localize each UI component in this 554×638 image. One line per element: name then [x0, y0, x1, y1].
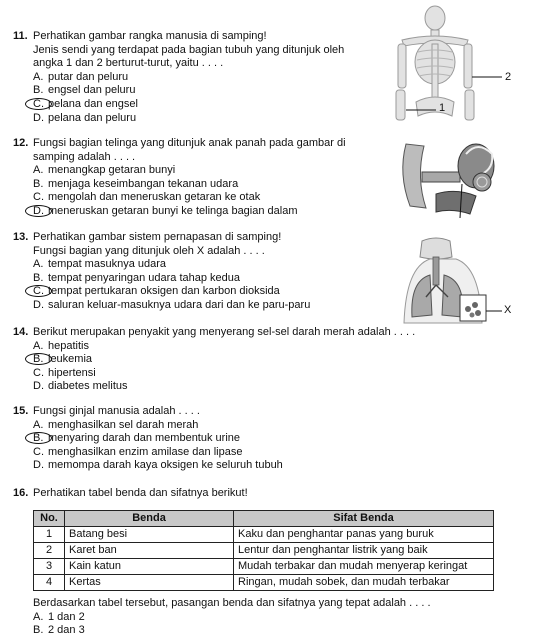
- option-c[interactable]: C. mengolah dan meneruskan getaran ke otak: [33, 191, 261, 204]
- question-13: [13, 231, 310, 313]
- question-stem-line: Perhatikan gambar rangka manusia di samping!: [33, 30, 267, 42]
- table-cell: Mudah terbakar dan mudah menyerap keringat: [234, 559, 494, 575]
- option-a[interactable]: A. putar dan peluru: [33, 70, 129, 83]
- ear-anatomy-figure: [396, 134, 500, 218]
- table-row: [34, 527, 494, 543]
- table-cell: Ringan, mudah sobek, dan mudah terbakar: [234, 575, 494, 591]
- question-stem-line: Fungsi bagian telinga yang ditunjuk anak panah pada gambar di: [33, 137, 346, 149]
- option-d[interactable]: D. memompa darah kaya oksigen ke seluruh tubuh: [33, 459, 283, 472]
- column-header-benda: Benda: [65, 511, 234, 527]
- option-c[interactable]: C. pelana dan engsel: [13, 98, 344, 112]
- table-row: [34, 543, 494, 559]
- table-header-row: [34, 511, 494, 527]
- question-16-followup: [13, 597, 431, 637]
- question-number: 12.: [13, 137, 29, 149]
- table-row: [34, 575, 494, 591]
- table-cell: Batang besi: [65, 527, 234, 543]
- question-15: [13, 405, 283, 473]
- question-number: 11.: [13, 30, 28, 42]
- option-c[interactable]: C. menghasilkan enzim amilase dan lipase: [33, 445, 243, 458]
- figure-label-1: 1: [439, 102, 446, 114]
- table-cell: Kain katun: [65, 559, 234, 575]
- option-a[interactable]: A. tempat masuknya udara: [33, 258, 167, 271]
- option-b[interactable]: B. menjaga keseimbangan tekanan udara: [33, 177, 239, 190]
- table-row: [34, 559, 494, 575]
- question-number: 13.: [13, 231, 29, 243]
- option-b[interactable]: B. tempat penyaringan udara tahap kedua: [33, 271, 241, 284]
- figure-label-2: 2: [505, 71, 512, 83]
- table-cell: 1: [34, 527, 65, 543]
- table-cell: 2: [34, 543, 65, 559]
- question-12: [13, 137, 346, 219]
- question-stem-line: Berdasarkan tabel tersebut, pasangan benda dan sifatnya yang tepat adalah . . . .: [33, 597, 431, 609]
- table-cell: 3: [34, 559, 65, 575]
- question-stem-line: angka 1 dan 2 berturut-turut, yaitu . . . .: [33, 57, 224, 70]
- option-a[interactable]: A. menangkap getaran bunyi: [33, 164, 176, 177]
- question-11: [13, 30, 344, 125]
- table-cell: Kaku dan penghantar panas yang buruk: [234, 527, 494, 543]
- option-b[interactable]: B. engsel dan peluru: [33, 84, 136, 97]
- question-stem-line: Perhatikan gambar sistem pernapasan di samping!: [33, 231, 282, 243]
- option-d[interactable]: D. saluran keluar-masuknya udara dari dan ke paru-paru: [33, 298, 311, 311]
- option-c[interactable]: C. tempat pertukaran oksigen dan karbon dioksida: [13, 285, 310, 299]
- option-b[interactable]: B. 2 dan 3: [33, 624, 85, 637]
- option-a[interactable]: A. hepatitis: [33, 339, 89, 352]
- question-number: 15.: [13, 405, 29, 417]
- figure-label-x: X: [504, 304, 512, 316]
- skeleton-figure: [392, 4, 542, 128]
- column-header-sifat-benda: Sifat Benda: [234, 511, 494, 527]
- objects-properties-table: [33, 510, 494, 591]
- respiratory-system-figure: [400, 237, 512, 327]
- option-b[interactable]: B. leukemia: [13, 353, 415, 367]
- question-stem-line: Berikut merupakan penyakit yang menyerang sel-sel darah merah adalah . . . .: [33, 326, 416, 338]
- option-c[interactable]: C. hipertensi: [33, 366, 96, 379]
- table-cell: Kertas: [65, 575, 234, 591]
- question-stem-line: Fungsi bagian yang ditunjuk oleh X adalah . . . .: [33, 244, 265, 257]
- question-stem-line: Fungsi ginjal manusia adalah . . . .: [33, 405, 200, 417]
- column-header-no: No.: [34, 511, 65, 527]
- table-cell: Karet ban: [65, 543, 234, 559]
- option-a[interactable]: A. menghasilkan sel darah merah: [33, 418, 199, 431]
- table-cell: Lentur dan penghantar listrik yang baik: [234, 543, 494, 559]
- question-14: [13, 326, 415, 394]
- answer-circle-mark: [25, 98, 52, 110]
- question-stem-line: Perhatikan tabel benda dan sifatnya berikut!: [33, 487, 248, 499]
- question-number: 14.: [13, 326, 29, 338]
- question-16: [13, 487, 248, 501]
- question-number: 16.: [13, 487, 29, 499]
- answer-circle-mark: [25, 205, 52, 217]
- question-stem-line: Jenis sendi yang terdapat pada bagian tubuh yang ditunjuk oleh: [33, 43, 345, 56]
- option-d[interactable]: D. meneruskan getaran bunyi ke telinga bagian dalam: [13, 205, 346, 219]
- option-d[interactable]: D. pelana dan peluru: [33, 111, 137, 124]
- question-stem-line: samping adalah . . . .: [33, 150, 136, 163]
- option-d[interactable]: D. diabetes melitus: [33, 380, 128, 393]
- option-b[interactable]: B. menyaring darah dan membentuk urine: [13, 432, 283, 446]
- option-a[interactable]: A. 1 dan 2: [33, 610, 85, 623]
- table-cell: 4: [34, 575, 65, 591]
